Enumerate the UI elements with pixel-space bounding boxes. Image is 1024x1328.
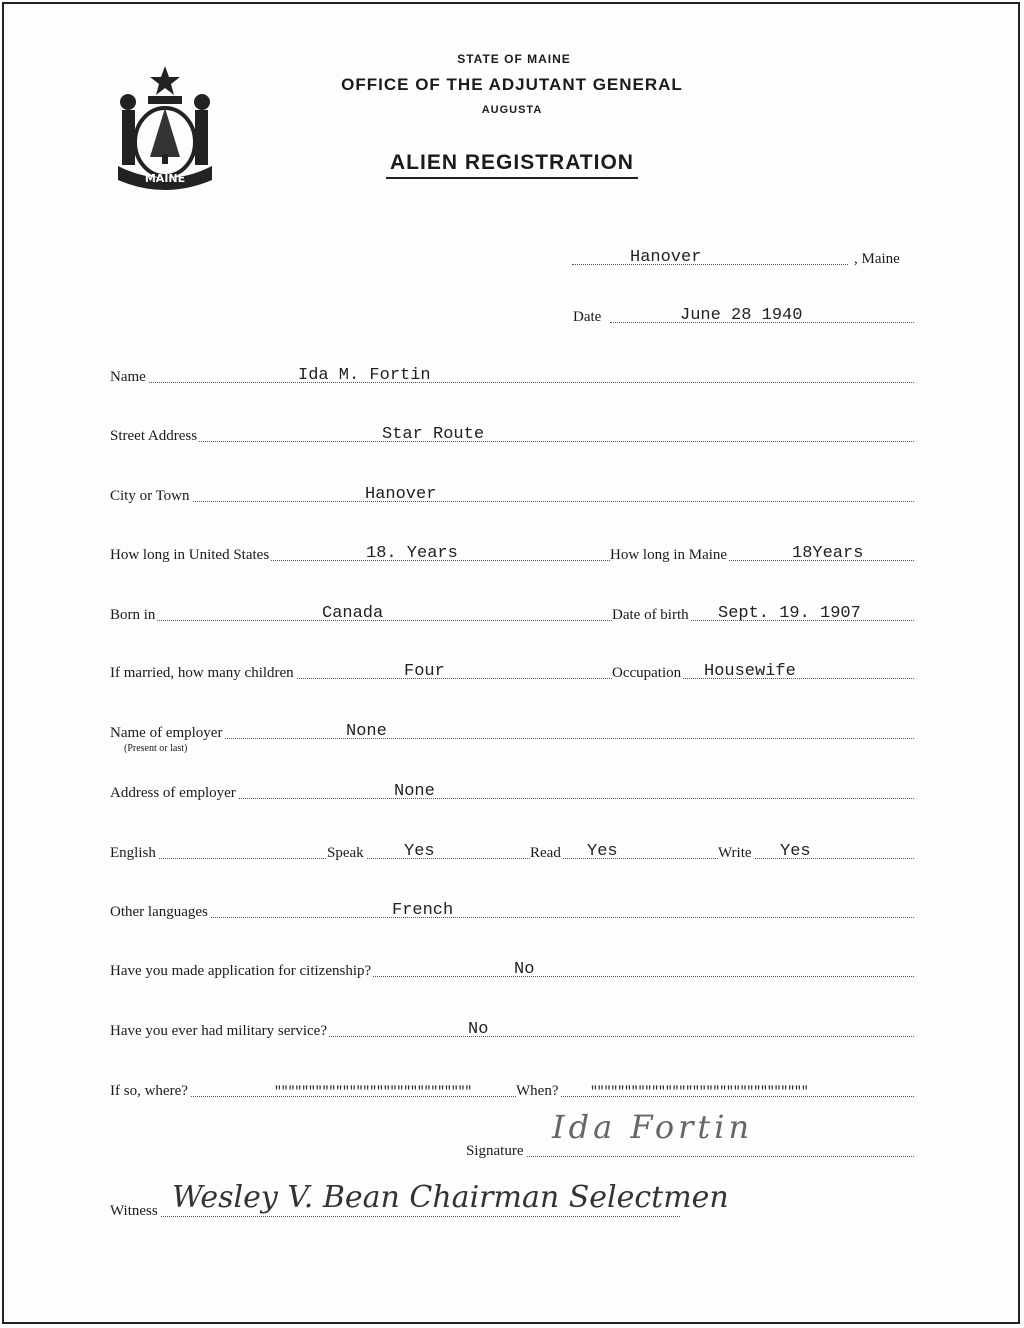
name-label: Name <box>110 369 146 385</box>
dob-label: Date of birth <box>612 607 689 623</box>
born-label: Born in <box>110 607 156 623</box>
other-languages-row <box>0 897 1024 921</box>
children-label: If married, how many children <box>110 665 294 681</box>
date-value: June 28 1940 <box>680 306 803 325</box>
place-value: Hanover <box>630 248 702 267</box>
name-row <box>0 362 1024 386</box>
citizenship-label: Have you made application for citizenship? <box>110 963 372 979</box>
english-label: English <box>110 845 156 861</box>
street-row <box>0 421 1024 445</box>
employer-value: None <box>346 722 387 741</box>
duration-row <box>0 540 1024 564</box>
employer-label: Name of employer (Present or last) <box>110 725 223 754</box>
read-label: Read <box>530 845 561 861</box>
date-label: Date <box>573 309 602 325</box>
when-value: """""""""""""""""""""""""""""""" <box>590 1084 808 1099</box>
date-row <box>0 302 1024 326</box>
me-duration-label: How long in Maine <box>610 547 728 563</box>
other-languages-value: French <box>392 901 454 920</box>
citizenship-row <box>0 956 1024 980</box>
military-row <box>0 1016 1024 1040</box>
english-row <box>0 838 1024 862</box>
us-duration-value: 18. Years <box>366 544 458 563</box>
where-when-row <box>0 1076 1024 1100</box>
birth-row <box>0 600 1024 624</box>
state-heading: STATE OF MAINE <box>457 52 571 66</box>
write-value: Yes <box>780 842 811 861</box>
signature-handwriting: Ida Fortin <box>552 1108 754 1146</box>
form-title: ALIEN REGISTRATION <box>0 151 1024 175</box>
name-value: Ida M. Fortin <box>298 366 431 385</box>
occupation-label: Occupation <box>612 665 682 681</box>
street-value: Star Route <box>382 425 485 444</box>
where-label: If so, where? <box>110 1083 188 1099</box>
office-heading: OFFICE OF THE ADJUTANT GENERAL <box>341 75 683 94</box>
us-duration-label: How long in United States <box>110 547 270 563</box>
speak-label: Speak <box>327 845 364 861</box>
place-row <box>0 244 1024 268</box>
signature-label: Signature <box>466 1143 524 1159</box>
city-value: Hanover <box>365 485 437 504</box>
city-heading: AUGUSTA <box>481 104 543 116</box>
military-value: No <box>468 1020 489 1039</box>
occupation-value: Housewife <box>704 662 796 681</box>
me-duration-value: 18Years <box>792 544 864 563</box>
employer-sublabel: (Present or last) <box>124 743 188 754</box>
city-row <box>0 481 1024 505</box>
children-row <box>0 658 1024 682</box>
children-value: Four <box>404 662 445 681</box>
write-label: Write <box>718 845 752 861</box>
employer-row <box>0 718 1024 754</box>
place-suffix: , Maine <box>854 251 900 267</box>
born-value: Canada <box>322 604 384 623</box>
dob-value: Sept. 19. 1907 <box>718 604 861 623</box>
street-label: Street Address <box>110 428 198 444</box>
employer-address-row <box>0 778 1024 802</box>
where-value: """"""""""""""""""""""""""""" <box>274 1084 472 1099</box>
military-label: Have you ever had military service? <box>110 1023 327 1039</box>
employer-address-value: None <box>394 782 435 801</box>
witness-handwriting: Wesley V. Bean Chairman Selectmen <box>172 1180 729 1215</box>
citizenship-value: No <box>514 960 535 979</box>
speak-value: Yes <box>404 842 435 861</box>
witness-label: Witness <box>110 1203 158 1219</box>
svg-text:MAINE: MAINE <box>144 172 186 185</box>
when-label: When? <box>516 1083 559 1099</box>
read-value: Yes <box>587 842 618 861</box>
other-languages-label: Other languages <box>110 904 208 920</box>
signature-row <box>0 1136 1024 1160</box>
employer-address-label: Address of employer <box>110 785 236 801</box>
city-label: City or Town <box>110 488 190 504</box>
